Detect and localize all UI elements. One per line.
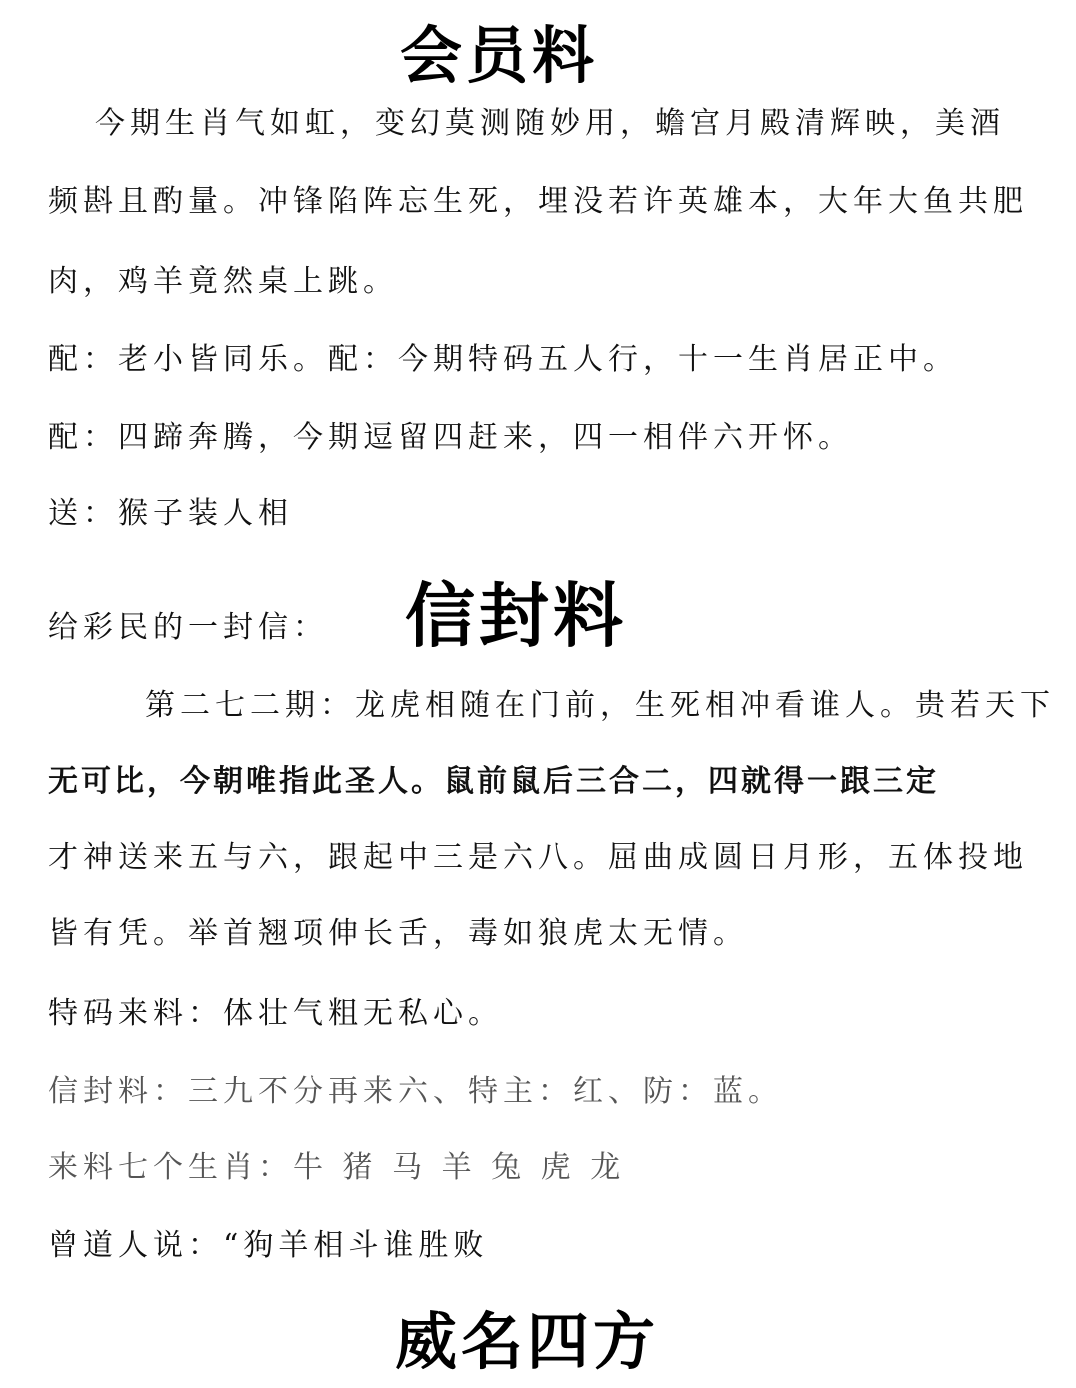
letter-intro: 给彩民的一封信： [48,610,328,645]
envelope-line-8: 曾道人说：“狗羊相斗谁胜败 [48,1228,489,1263]
envelope-line-6: 信封料：三九不分再来六、特主：红、防：蓝。 [48,1074,783,1109]
envelope-line-2: 无可比，今朝唯指此圣人。鼠前鼠后三合二，四就得一跟三定 [48,764,939,799]
envelope-line-3: 才神送来五与六，跟起中三是六八。屈曲成圆日月形，五体投地 [48,840,1028,875]
envelope-line-7: 来料七个生肖：牛 猪 马 羊 兔 虎 龙 [48,1150,626,1185]
member-line-1: 今期生肖气如虹，变幻莫测随妙用，蟾宫月殿清辉映，美酒 [95,106,1005,141]
title-member-tips: 会员料 [400,19,599,92]
envelope-line-1: 第二七二期：龙虎相随在门前，生死相冲看谁人。贵若天下 [145,688,1055,723]
envelope-line-4: 皆有凭。举首翘项伸长舌，毒如狼虎太无情。 [48,916,748,951]
envelope-line-5: 特码来料：体壮气粗无私心。 [48,996,503,1031]
member-line-5: 配：四蹄奔腾，今期逗留四赶来，四一相伴六开怀。 [48,420,853,455]
member-line-2: 频斟且酌量。冲锋陷阵忘生死，埋没若许英雄本，大年大鱼共肥 [48,184,1028,219]
member-line-4: 配：老小皆同乐。配：今期特码五人行，十一生肖居正中。 [48,342,958,377]
member-line-6: 送：猴子装人相 [48,496,293,531]
title-famous-everywhere: 威名四方 [395,1305,660,1378]
title-envelope-tips: 信封料 [405,574,627,657]
member-line-3: 肉，鸡羊竟然桌上跳。 [48,264,398,299]
